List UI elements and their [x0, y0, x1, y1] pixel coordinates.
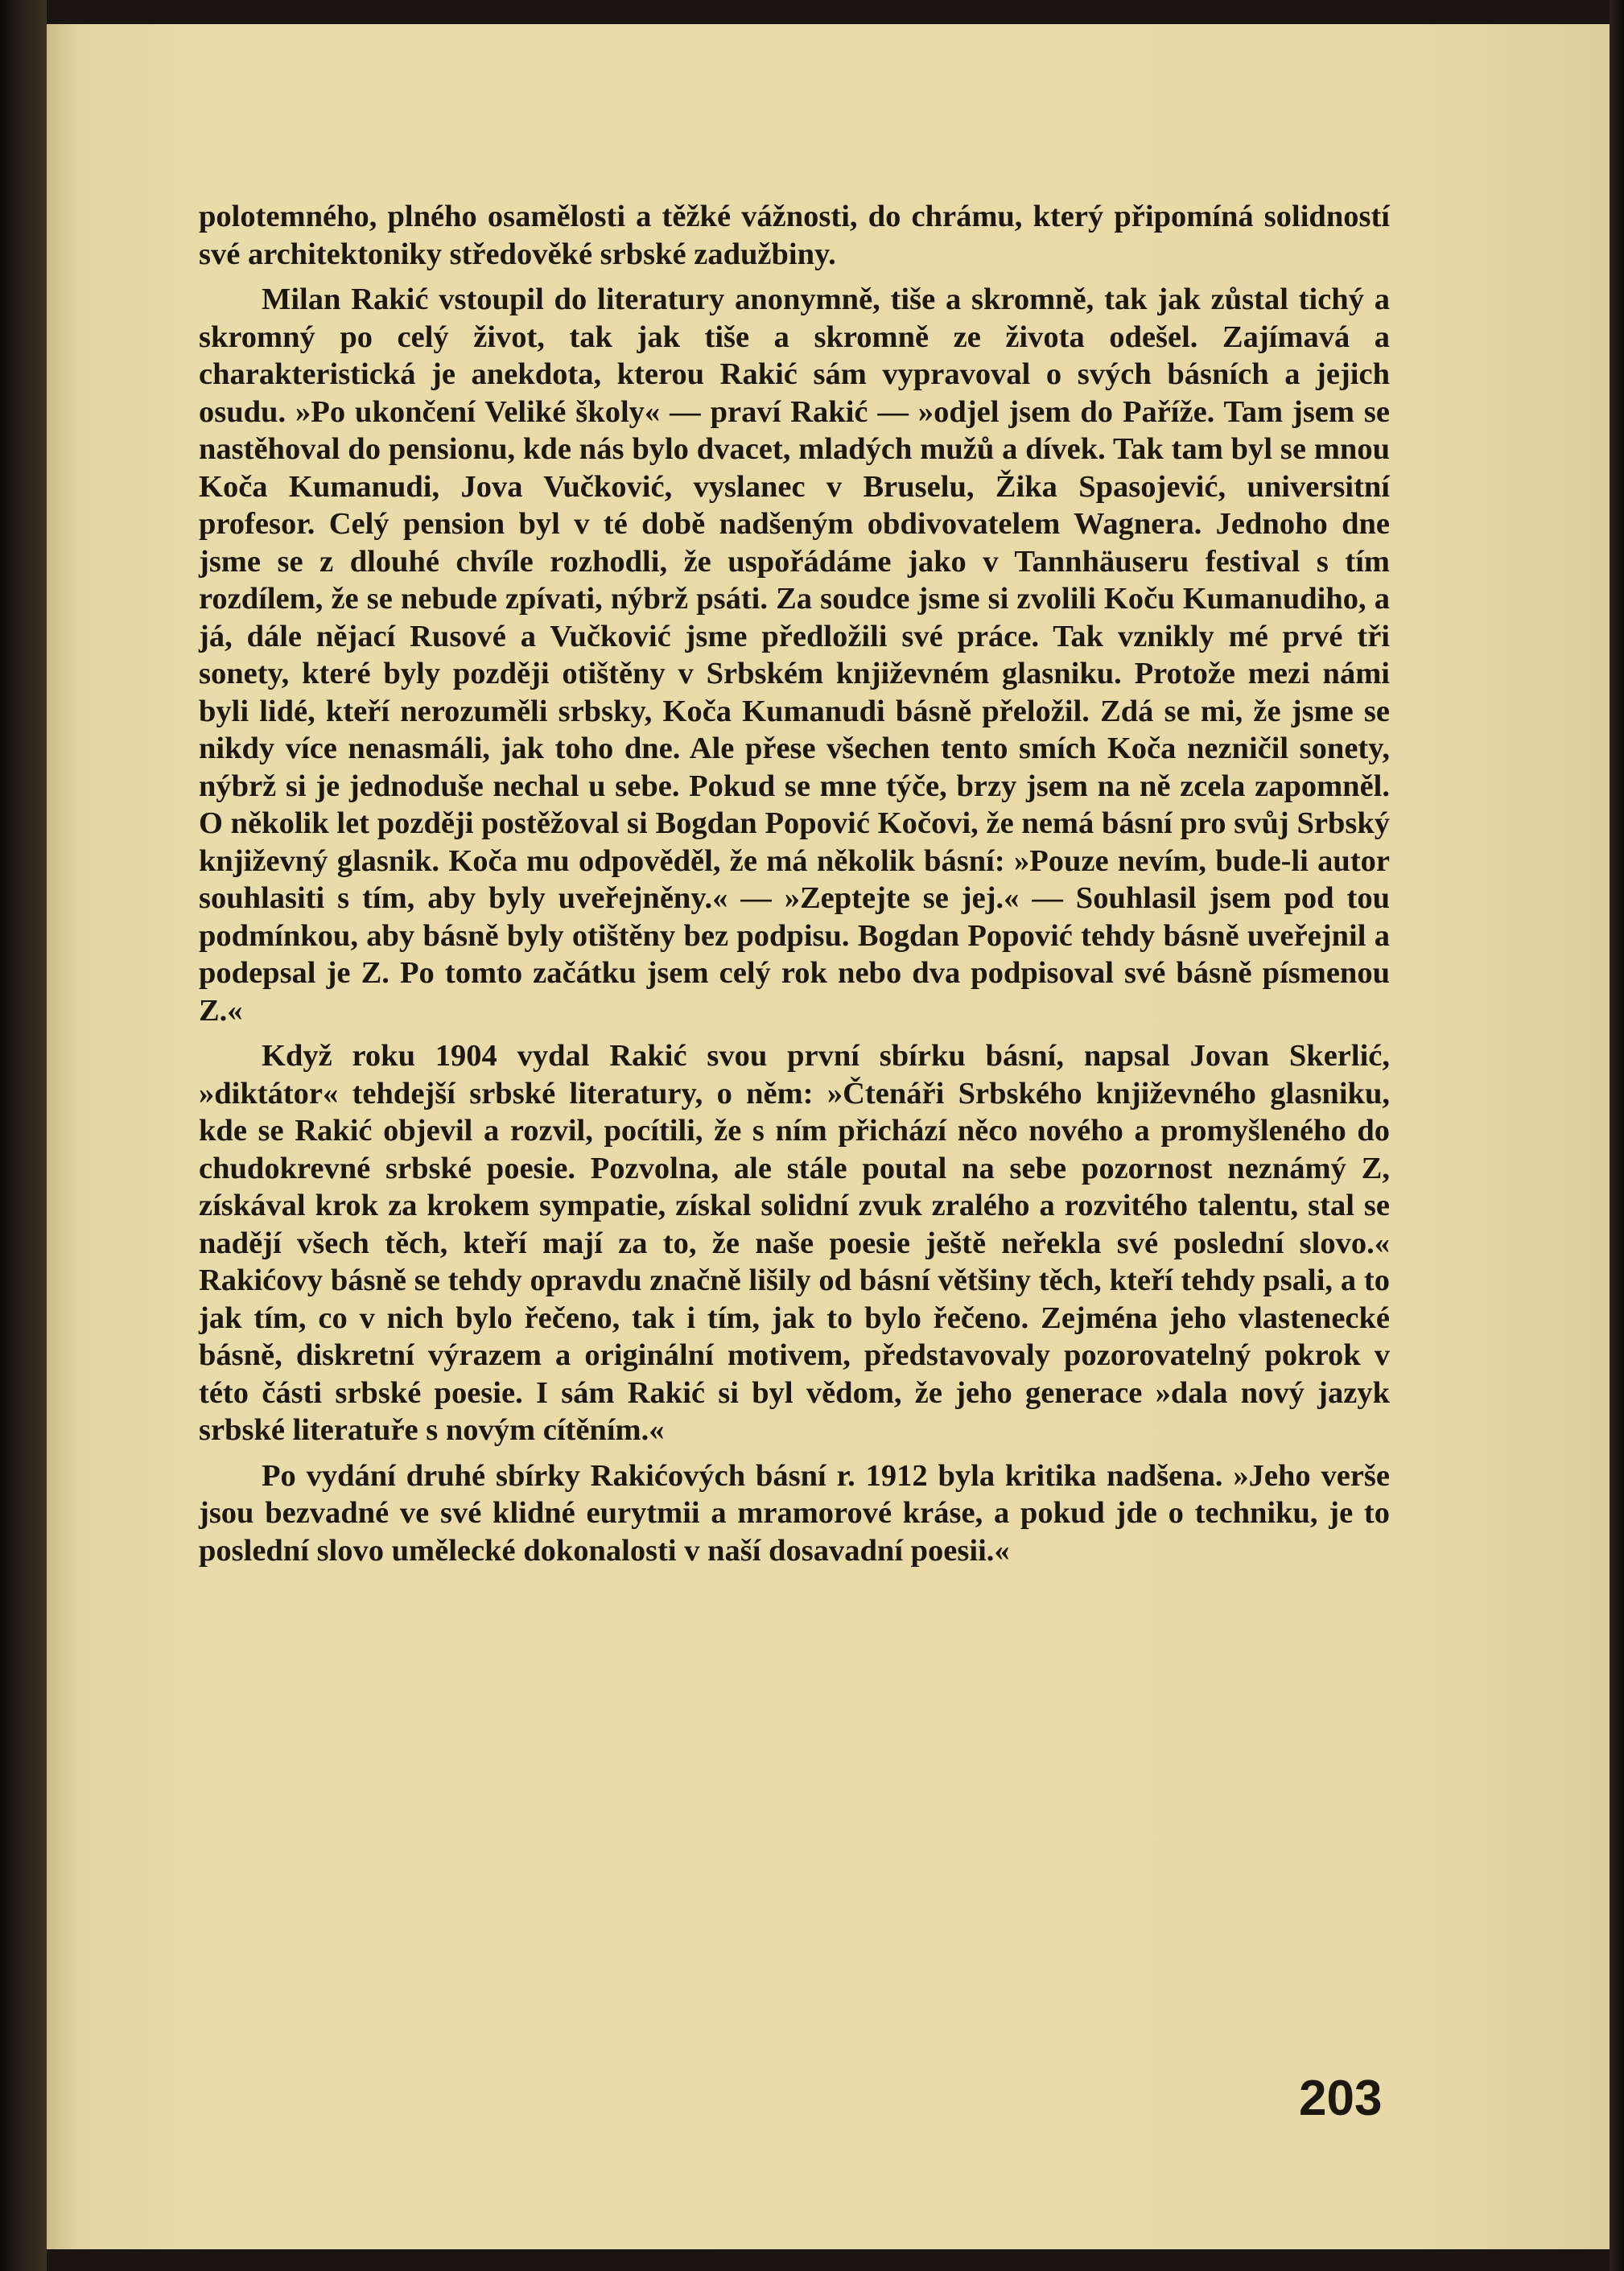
- paragraph-2: Milan Rakić vstoupil do literatury anonymně, tiše a skromně, tak jak zůstal tichý a skromný po celý život, tak jak tiše a skromně ze života odešel. Zajímavá a charakteristická je anekdota, kterou Rakić sám vypravoval o svých básních a jejich osudu. »Po ukončení Veliké školy« — praví Rakić — »odjel jsem do Paříže. Tam jsem se nastěhoval do pensionu, kde nás bylo dvacet, mladých mužů a dívek. Tak tam byl se mnou Koča Kumanudi, Jova Vučković, vyslanec v Bruselu, Žika Spasojević, universitní profesor. Celý pension byl v té době nadšeným obdivovatelem Wagnera. Jednoho dne jsme se z dlouhé chvíle rozhodli, že uspořádáme jako v Tannhäuseru festival s tím rozdílem, že se nebude zpívati, nýbrž psáti. Za soudce jsme si zvolili Koču Kumanudiho, a já, dále nějací Rusové a Vučković jsme předložili své práce. Tak vznikly mé prvé tři sonety, které byly později otištěny v Srbském književném glasniku. Protože mezi námi byli lidé, kteří nerozuměli srbsky, Koča Kumanudi básně přeložil. Zdá se mi, že jsme se nikdy více nenasmáli, jak toho dne. Ale přese všechen tento smích Koča nezničil sonety, nýbrž si je jednoduše nechal u sebe. Pokud se mne týče, brzy jsem na ně zcela zapomněl. O několik let později postěžoval si Bogdan Popović Kočovi, že nemá básní pro svůj Srbský književný glasnik. Koča mu odpověděl, že má několik básní: »Pouze nevím, bude-li autor souhlasiti s tím, aby byly uveřejněny.« — »Zeptejte se jej.« — Souhlasil jsem pod tou podmínkou, aby básně byly otištěny bez podpisu. Bogdan Popović tehdy básně uveřejnil a podepsal je Z. Po tomto začátku jsem celý rok nebo dva podpisoval své básně písmenou Z.«: [199, 282, 1390, 1028]
- paragraph-4: Po vydání druhé sbírky Rakićových básní r. 1912 byla kritika nadšena. »Jeho verše jsou bezvadné ve své klidné eurytmii a mramorové kráse, a pokud jde o techniku, je to poslední slovo umělecké dokonalosti v naší dosavadní poesii.«: [199, 1458, 1390, 1568]
- page-number: 203: [1299, 2071, 1383, 2126]
- paragraph-3: Když roku 1904 vydal Rakić svou první sbírku básní, napsal Jovan Skerlić, »diktátor« tehdejší srbské literatury, o něm: »Čtenáři Srbského književného glasniku, kde se Rakić objevil a rozvil, pocítili, že s ním přichází něco nového a promyšleného do chudokrevné srbské poesie. Pozvolna, ale stále poutal na sebe pozornost neznámý Z, získával krok za krokem sympatie, získal solidní zvuk zralého a rozvitého talentu, stal se nadějí všech těch, kteří mají za to, že naše poesie ještě neřekla své poslední slovo.« Rakićovy básně se tehdy opravdu značně lišily od básní většiny těch, kteří tehdy psali, a to jak tím, co v nich bylo řečeno, tak i tím, jak to bylo řečeno. Zejména jeho vlastenecké básně, diskretní výrazem a originální motivem, představovaly pozorovatelný pokrok v této části srbské poesie. I sám Rakić si byl vědom, že jeho generace »dala nový jazyk srbské literatuře s novým cítěním.«: [199, 1039, 1390, 1447]
- paragraph-1: polotemného, plného osamělosti a těžké vážnosti, do chrámu, který připomíná solidností své architektoniky středověké srbské zadužbiny.: [199, 200, 1390, 271]
- body-text: [199, 198, 1390, 1577]
- page-edge: [1610, 0, 1624, 2271]
- book-spine: [0, 0, 47, 2271]
